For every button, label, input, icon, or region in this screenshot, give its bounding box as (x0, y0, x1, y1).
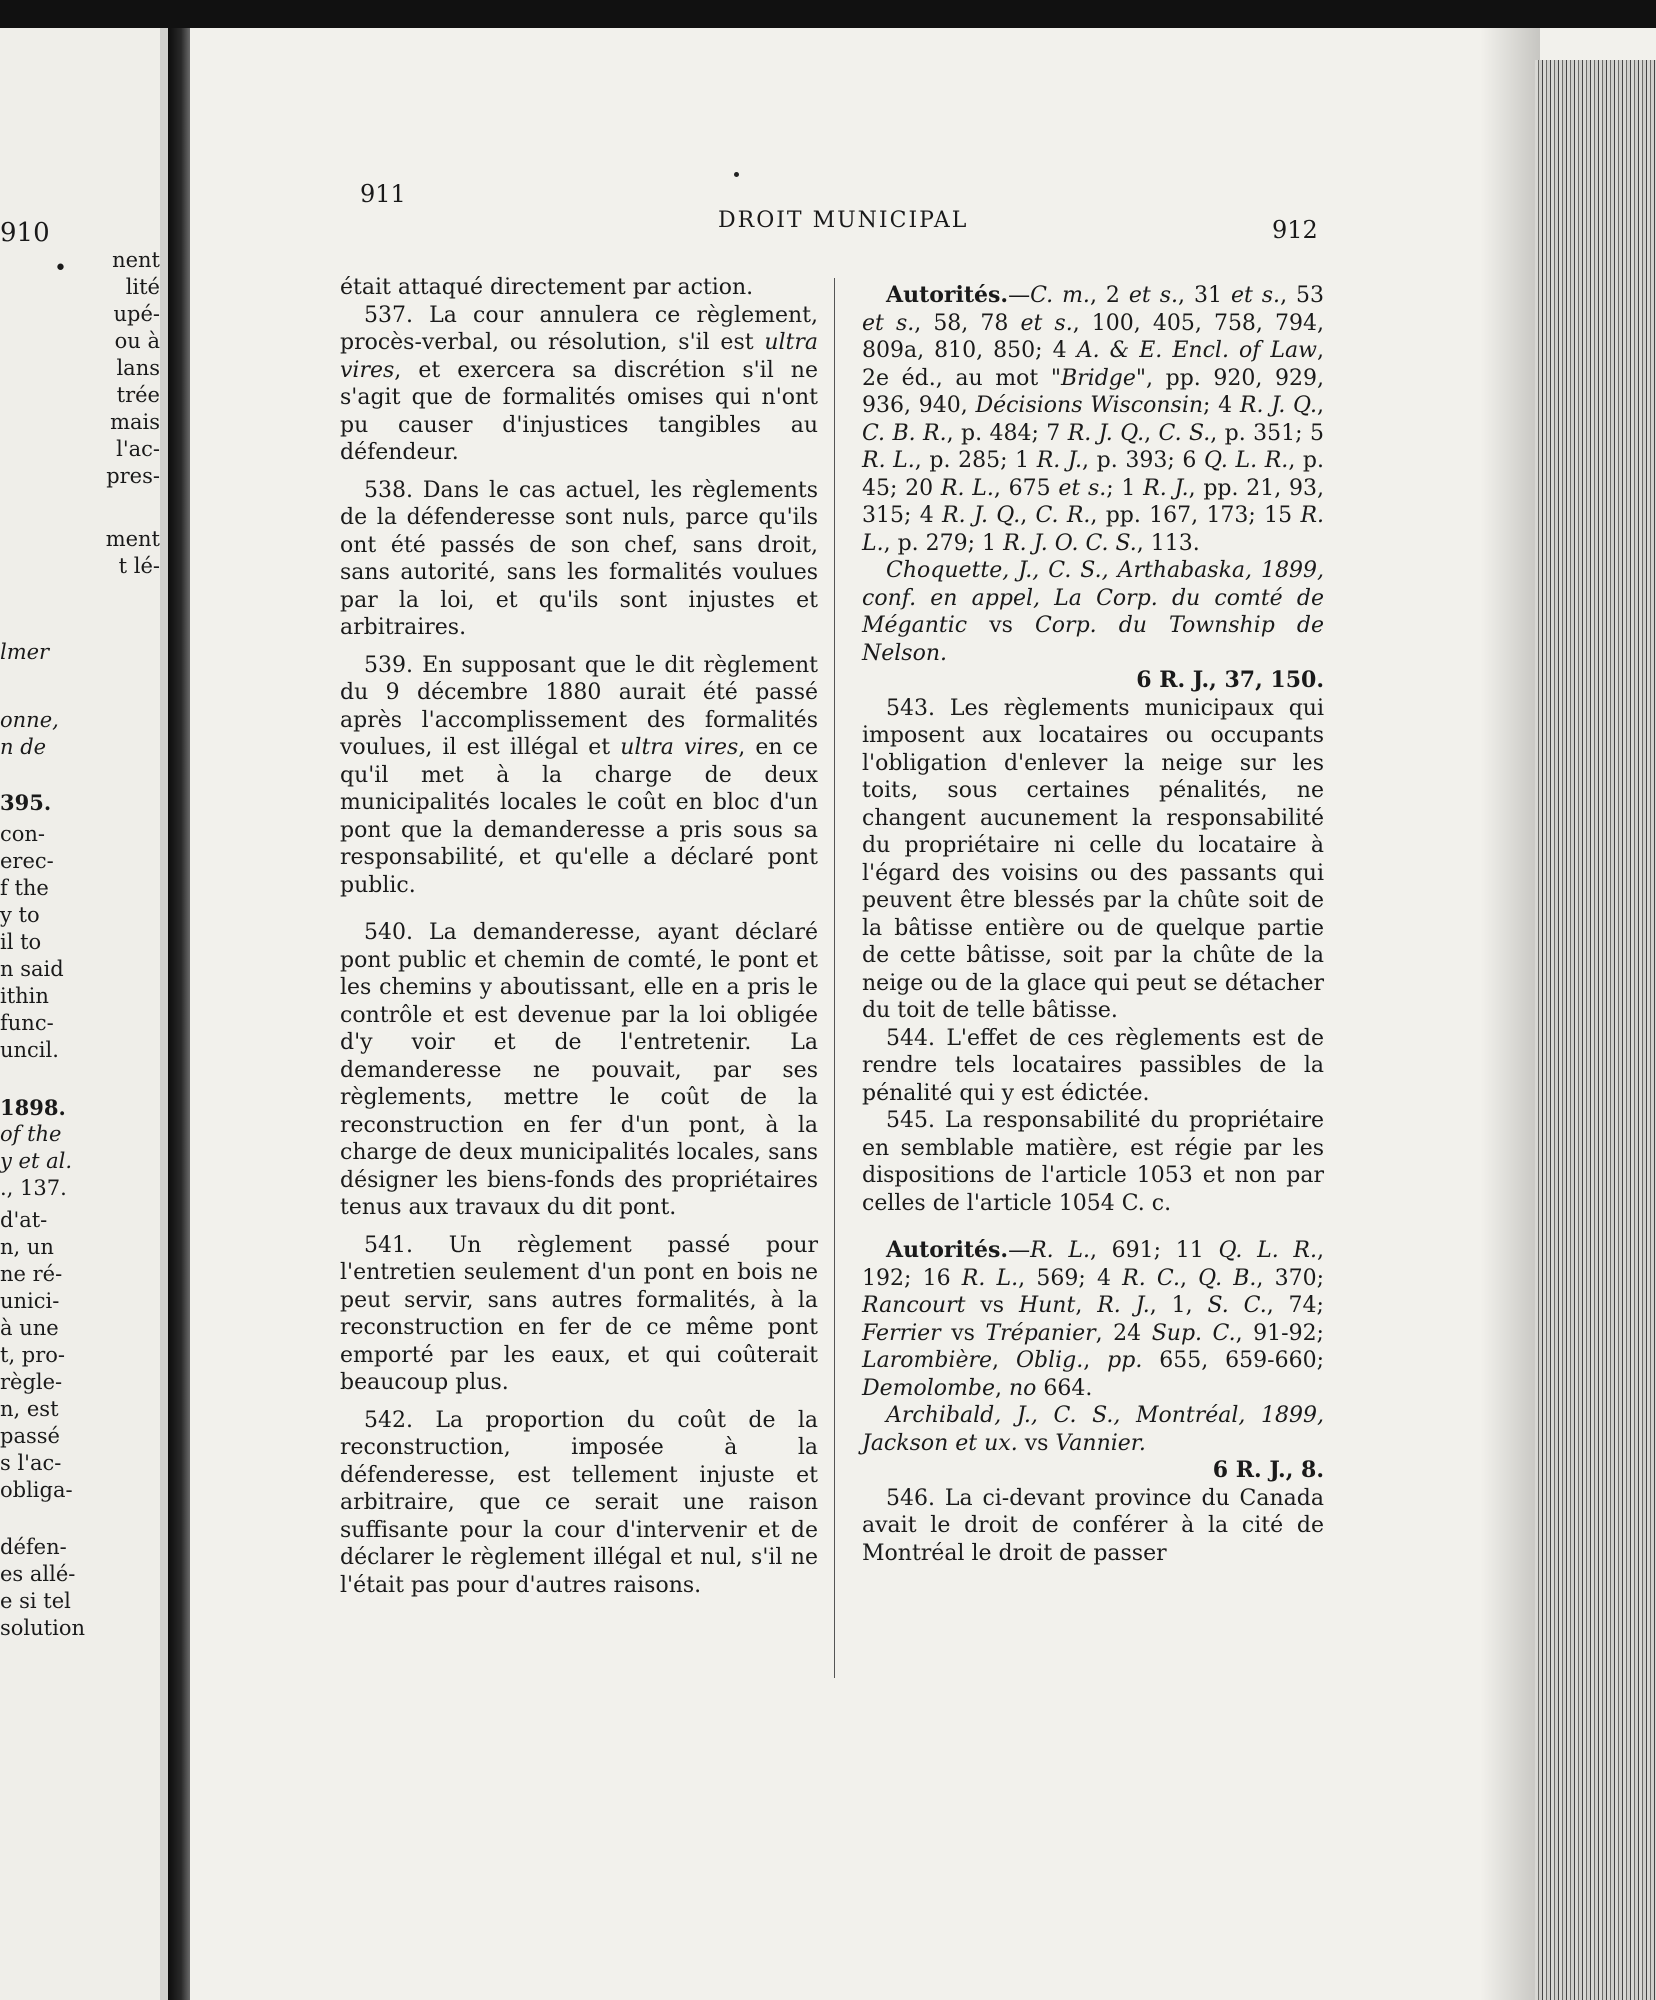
paragraph-gap (340, 1397, 818, 1407)
page-number-right: 912 (1272, 216, 1318, 244)
paragraph: 537. La cour annulera ce règlement, procès-verbal, ou résolution, s'il est ultra vires, et exercera sa discrétion s'il ne s'agit que de formalités omises qui n'ont pu causer d'injustices tangibles au défendeur. (340, 302, 818, 465)
page-curl-shadow (1480, 28, 1540, 2000)
text-column-right (862, 282, 1324, 1567)
top-dark-band (0, 0, 1656, 28)
left-page-line: uncil. (0, 1038, 59, 1062)
left-page-line: n, un (0, 1235, 54, 1259)
case-citation: Choquette, J., C. S., Arthabaska, 1899, conf. en appel, La Corp. du comté de Mégantic vs Corp. du Township de Nelson. (862, 558, 1324, 666)
report-reference: 6 R. J., 8. (1212, 1457, 1324, 1483)
left-page-line: ., 137. (0, 1176, 67, 1200)
left-page-line: unici- (0, 1289, 60, 1313)
book-fore-edge (1535, 60, 1656, 2000)
left-page-line: es allé- (0, 1562, 76, 1586)
left-page-line: pres- (106, 464, 160, 488)
paragraph: était attaqué directement par action. (340, 275, 754, 300)
left-page-line: t, pro- (0, 1343, 66, 1367)
left-page-line: s l'ac- (0, 1451, 62, 1475)
left-page-line: y to (0, 903, 40, 927)
book-gutter (168, 28, 190, 2000)
paragraph-gap (340, 467, 818, 477)
left-page-line: ment (105, 527, 160, 551)
paragraph-gap (862, 1217, 1324, 1237)
left-page-line: nent (112, 248, 160, 272)
left-page-line: lans (116, 356, 160, 380)
left-page-line: lité (125, 275, 160, 299)
left-page-line: onne, (0, 708, 59, 732)
left-page-line: n de (0, 735, 47, 759)
paragraph-gap (340, 642, 818, 652)
paragraph: 546. La ci-devant province du Canada avait le droit de conférer à la cité de Montréal le droit de passer (862, 1485, 1324, 1566)
paragraph: 541. Un règlement passé pour l'entretien seulement d'un pont en bois ne peut servir, sans autres formalités, à la reconstruction en fer de ce même pont emporté par les eaux, et qui coûterait beaucoup plus. (340, 1232, 818, 1395)
left-page-line: obliga- (0, 1478, 73, 1502)
column-divider (834, 278, 835, 1678)
left-page-line: 395. (0, 790, 52, 815)
left-page-number: 910 (0, 218, 50, 248)
report-reference: 6 R. J., 37, 150. (1136, 667, 1324, 693)
paragraph: 543. Les règlements municipaux qui imposent aux locataires ou occupants l'obligation d'enlever la neige sur les toits, sous certaines pénalités, ne changent aucunement la responsabilité du propriétaire ni celle du locataire à l'égard des voisins ou des passants qui peuvent être blessés par la chûte soit de la bâtisse entière ou de quelque partie de cette bâtisse, soit par la chûte de la neige ou de la glace qui peut se détacher du toit de telle bâtisse. (862, 695, 1324, 1023)
case-citation: Archibald, J., C. S., Montréal, 1899, Jackson et ux. vs Vannier. (862, 1403, 1324, 1456)
left-page-line: n, est (0, 1397, 59, 1421)
left-page-line: règle- (0, 1370, 63, 1394)
left-page-fragment (0, 28, 160, 2000)
paragraph-gap (340, 1222, 818, 1232)
left-page-line: ne ré- (0, 1262, 63, 1286)
running-title: DROIT MUNICIPAL (718, 208, 969, 233)
left-page-line: à une (0, 1316, 59, 1340)
paragraph-gap (340, 899, 818, 919)
paragraph: 542. La proportion du coût de la reconstruction, imposée à la défenderesse, est tellement injuste et arbitraire, que ce serait une raison suffisante pour la cour d'intervenir et de déclarer le règlement illégal et nul, s'il ne l'était pas pour d'autres raisons. (340, 1407, 818, 1598)
header-dot (734, 172, 739, 177)
left-page-line: func- (0, 1011, 54, 1035)
text-column-left (340, 274, 818, 1599)
paragraph: 544. L'effet de ces règlements est de rendre tels locataires passibles de la pénalité qui y est édictée. (862, 1025, 1324, 1106)
left-page-line: t lé- (118, 554, 160, 578)
left-page-line: trée (116, 383, 160, 407)
left-page-line: 1898. (0, 1095, 66, 1120)
left-margin-mark: • (54, 256, 67, 281)
left-page-line: n said (0, 957, 64, 981)
left-page-line: solution (0, 1616, 85, 1640)
paragraph: 539. En supposant que le dit règlement du 9 décembre 1880 aurait été passé après l'accomplissement des formalités voulues, il est illégal et ultra vires, en ce qu'il met à la charge de deux municipalités locales le coût en bloc d'un pont que la demanderesse a pris sous sa responsabilité, et qu'elle a déclaré pont public. (340, 652, 818, 898)
left-page-line: con- (0, 822, 46, 846)
left-page-line: mais (110, 410, 160, 434)
left-page-line: of the (0, 1122, 62, 1146)
left-page-line: ou à (114, 329, 160, 353)
left-page-line: l'ac- (116, 437, 160, 461)
page-number-left: 911 (360, 180, 406, 208)
left-page-line: passé (0, 1424, 60, 1448)
left-page-line: erec- (0, 849, 54, 873)
paragraph: 545. La responsabilité du propriétaire en semblable matière, est régie par les dispositions de l'article 1053 et non par celles de l'article 1054 C. c. (862, 1108, 1324, 1216)
left-page-line: upé- (113, 302, 160, 326)
left-page-line: défen- (0, 1535, 67, 1559)
authorities-block: Autorités.—R. L., 691; 11 Q. L. R., 192; 16 R. L., 569; 4 R. C., Q. B., 370; Rancourt vs Hunt, R. J., 1, S. C., 74; Ferrier vs Trépanier, 24 Sup. C., 91-92; Larombière, Oblig., pp. 655, 659-660; Demolombe, no 664. (862, 1237, 1325, 1401)
authorities-block: Autorités.—C. m., 2 et s., 31 et s., 53 et s., 58, 78 et s., 100, 405, 758, 794, 809a, 810, 850; 4 A. & E. Encl. of Law, 2e éd., au mot "Bridge", pp. 920, 929, 936, 940, Décisions Wisconsin; 4 R. J. Q., C. B. R., p. 484; 7 R. J. Q., C. S., p. 351; 5 R. L., p. 285; 1 R. J., p. 393; 6 Q. L. R., p. 45; 20 R. L., 675 et s.; 1 R. J., pp. 21, 93, 315; 4 R. J. Q., C. R., pp. 167, 173; 15 R. L., p. 279; 1 R. J. O. C. S., 113. (862, 282, 1325, 556)
paragraph: 540. La demanderesse, ayant déclaré pont public et chemin de comté, le pont et les chemins y aboutissant, elle en a pris le contrôle et est devenue par la loi obligée d'y voir et de l'entretenir. La demanderesse ne pouvait, par ses règlements, mettre le coût de la reconstruction en fer d'un pont, à la charge de deux municipalités locales, sans désigner les biens-fonds des propriétaires tenus aux travaux du dit pont. (340, 920, 818, 1220)
left-page-line: e si tel (0, 1589, 71, 1613)
paragraph: 538. Dans le cas actuel, les règlements de la défenderesse sont nuls, parce qu'ils ont été passés de son chef, sans droit, sans autorité, sans les formalités voulues par la loi, et qu'ils sont injustes et arbitraires. (340, 477, 818, 640)
left-page-line: ithin (0, 984, 49, 1008)
left-page-line: f the (0, 876, 49, 900)
left-page-line: lmer (0, 640, 50, 664)
left-page-line: d'at- (0, 1208, 48, 1232)
gutter-edge (160, 28, 168, 2000)
left-page-line: il to (0, 930, 42, 954)
left-page-line: y et al. (0, 1149, 72, 1173)
